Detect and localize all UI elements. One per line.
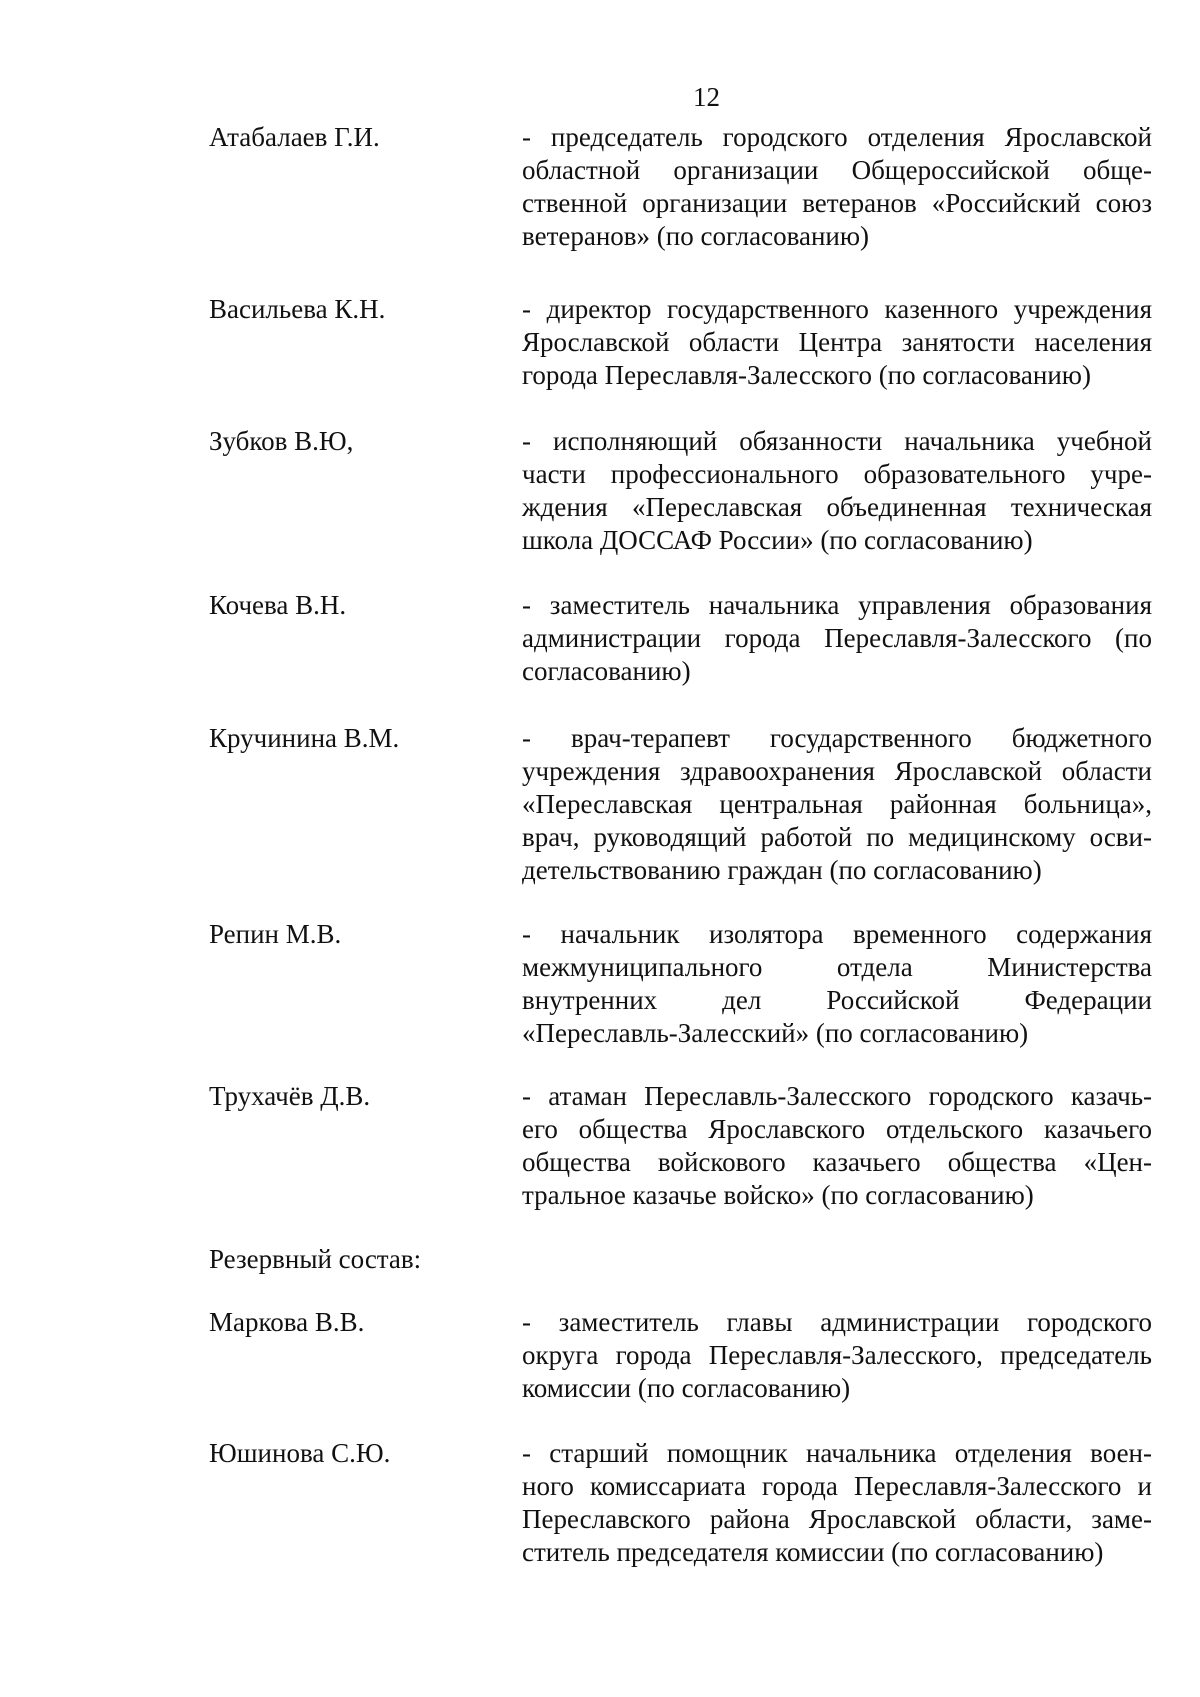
- position-line: - заместитель главы администрации городского: [522, 1307, 1152, 1337]
- position-line: «Переславль-Залесский» (по согласованию): [522, 1018, 1029, 1048]
- member-position: [522, 1080, 1152, 1212]
- position-line: Ярославской области Центра занятости населения: [522, 327, 1152, 357]
- member-position: [522, 918, 1152, 1050]
- position-line: администрации города Переславля-Залесского (по: [522, 623, 1152, 653]
- position-line: «Переславская центральная районная больница»,: [522, 789, 1152, 819]
- position-line: - старший помощник начальника отделения воен-: [522, 1438, 1152, 1468]
- member-position: [522, 293, 1152, 392]
- position-line: Переславского района Ярославской области, заме-: [522, 1504, 1152, 1534]
- position-line: согласованию): [522, 656, 691, 686]
- position-line: его общества Ярославского отдельского казачьего: [522, 1114, 1152, 1144]
- position-line: ститель председателя комиссии (по согласованию): [522, 1537, 1104, 1567]
- position-line: части профессионального образовательного учре-: [522, 459, 1152, 489]
- position-line: врач, руководящий работой по медицинскому осви-: [522, 822, 1152, 852]
- position-line: - атаман Переславль-Залесского городского казачь-: [522, 1081, 1152, 1111]
- position-line: общества войскового казачьего общества «Цен-: [522, 1147, 1152, 1177]
- position-line: - заместитель начальника управления образования: [522, 590, 1152, 620]
- member-name: Трухачёв Д.В.: [209, 1081, 371, 1111]
- member-name: Репин М.В.: [209, 919, 342, 949]
- position-line: межмуниципального отдела Министерства: [522, 952, 1152, 982]
- position-line: ветеранов» (по согласованию): [522, 221, 870, 251]
- member-position: [522, 722, 1152, 887]
- member-position: [522, 1306, 1152, 1405]
- position-line: школа ДОССАФ России» (по согласованию): [522, 525, 1033, 555]
- page-number: 12: [693, 82, 720, 112]
- position-line: учреждения здравоохранения Ярославской области: [522, 756, 1152, 786]
- position-line: - директор государственного казенного учреждения: [522, 294, 1152, 324]
- position-line: - председатель городского отделения Ярославской: [522, 122, 1152, 152]
- member-position: [522, 589, 1152, 688]
- position-line: - начальник изолятора временного содержания: [522, 919, 1152, 949]
- position-line: - врач-терапевт государственного бюджетного: [522, 723, 1152, 753]
- position-line: детельствованию граждан (по согласованию): [522, 855, 1042, 885]
- member-name: Васильева К.Н.: [209, 294, 386, 324]
- position-line: ждения «Переславская объединенная техническая: [522, 492, 1152, 522]
- position-line: областной организации Общероссийской обще-: [522, 155, 1152, 185]
- member-name: Зубков В.Ю,: [209, 426, 354, 456]
- member-position: [522, 1437, 1152, 1569]
- member-name: Юшинова С.Ю.: [209, 1438, 391, 1468]
- position-line: тральное казачье войско» (по согласованию): [522, 1180, 1034, 1210]
- position-line: комиссии (по согласованию): [522, 1373, 851, 1403]
- reserve-section-label: Резервный состав:: [209, 1244, 422, 1274]
- member-name: Кручинина В.М.: [209, 723, 400, 753]
- position-line: города Переславля-Залесского (по согласованию): [522, 360, 1091, 390]
- member-name: Атабалаев Г.И.: [209, 122, 380, 152]
- position-line: ственной организации ветеранов «Российский союз: [522, 188, 1152, 218]
- member-name: Кочева В.Н.: [209, 590, 347, 620]
- position-line: внутренних дел Российской Федерации: [522, 985, 1152, 1015]
- member-name: Маркова В.В.: [209, 1307, 365, 1337]
- position-line: - исполняющий обязанности начальника учебной: [522, 426, 1152, 456]
- member-position: [522, 425, 1152, 557]
- member-position: [522, 121, 1152, 253]
- position-line: округа города Переславля-Залесского, председатель: [522, 1340, 1152, 1370]
- position-line: ного комиссариата города Переславля-Залесского и: [522, 1471, 1152, 1501]
